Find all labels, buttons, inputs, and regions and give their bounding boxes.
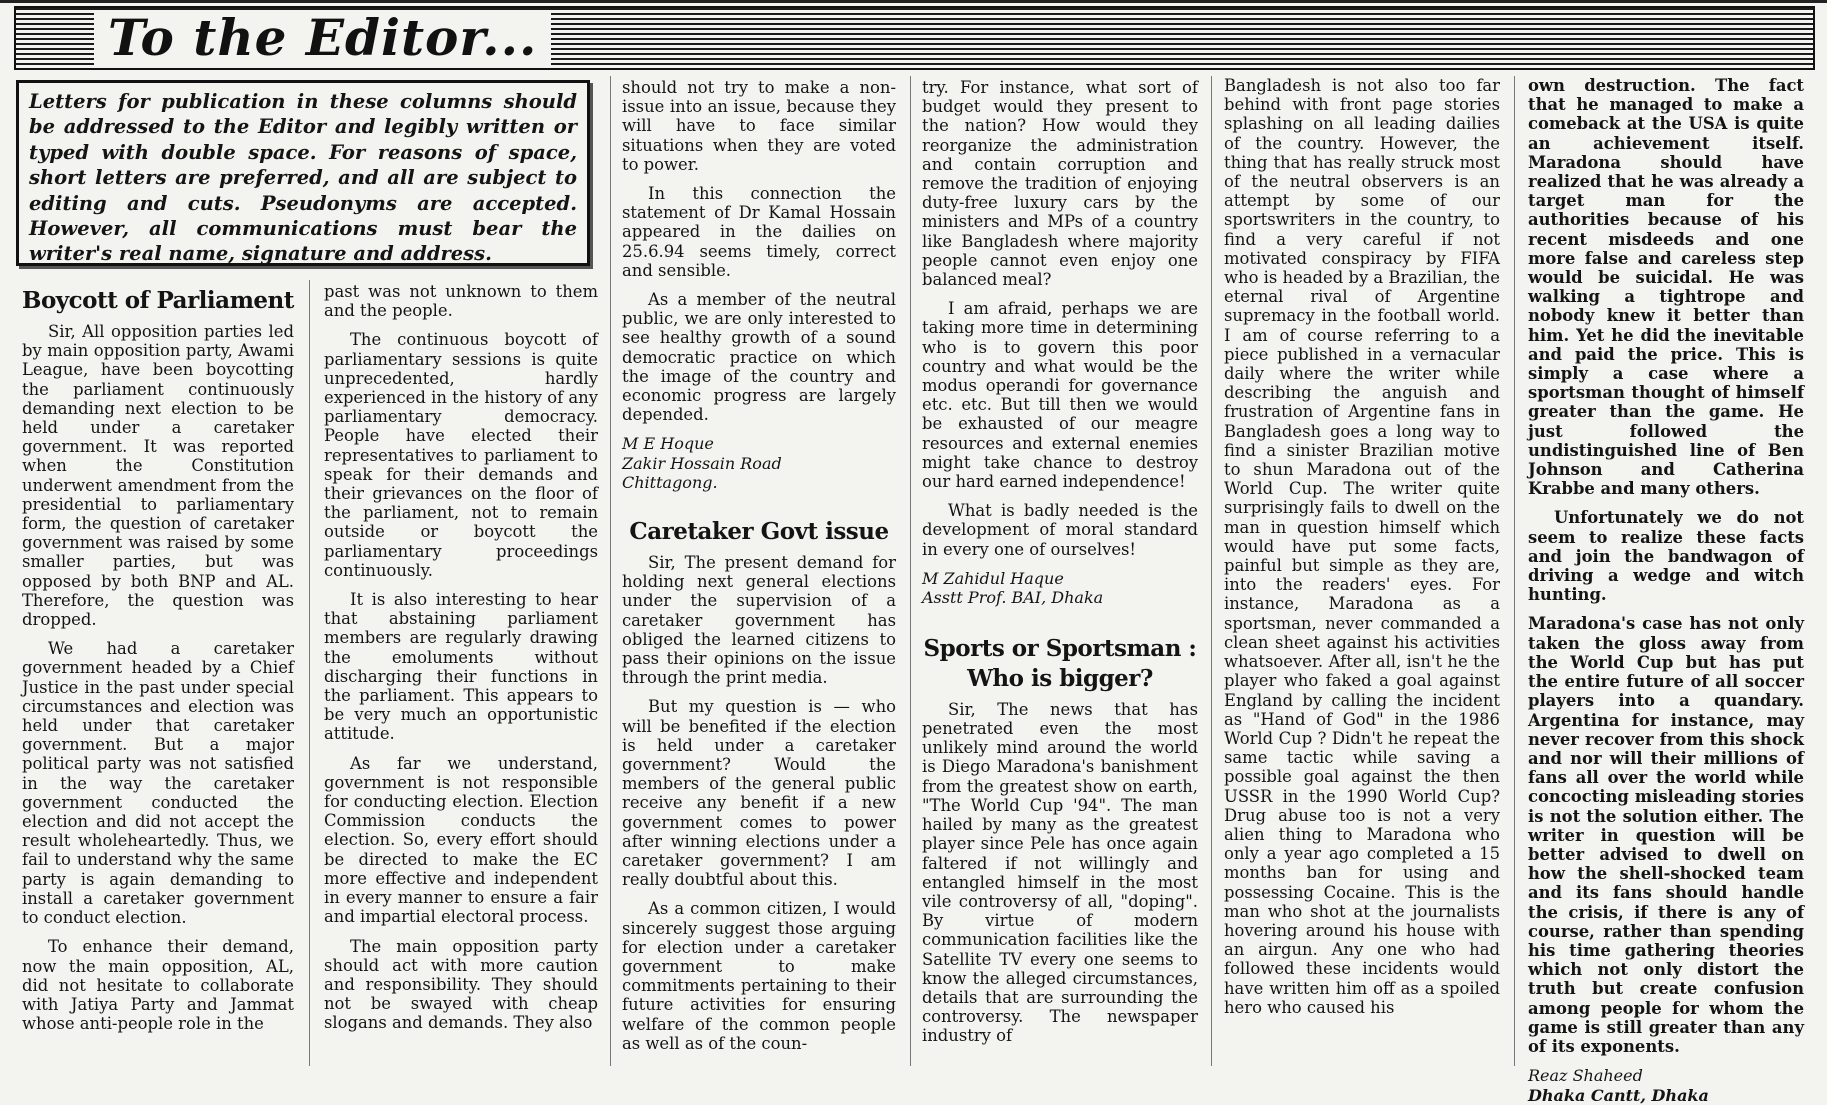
letter-paragraph: We had a caretaker government headed by a Chief Justice in the past under special circumstances and election was held under that caretaker government. But a major political party was not satisfied in the way the caretaker government conducted the election and did not accept the result wholeheartedly. Thus, we fail to understand why the same party is again demanding to install a caretaker government to conduct election. bbox=[22, 639, 294, 928]
letter-paragraph: Sir, The present demand for holding next general elections under the supervision of a caretaker government has obliged the learned citizens to pass their opinions on the issue through the print media. bbox=[622, 552, 896, 688]
letter-paragraph: Bangladesh is not also too far behind with front page stories splashing on all leading dailies of the country. However, the thing that has really struck most of the neutral observers is an attempt by some of our sportswriters in the country, to find a very careful if not motivated conspiracy by FIFA who is headed by a Brazilian, the eternal rival of Argentine supremacy in the football world. I am of course referring to a piece published in a vernacular daily where the writer while describing the anguish and frustration of Argentine fans in Bangladesh goes a long way to find a sinister Brazilian motive to shun Maradona out of the World Cup. The writer quite surprisingly fails to dwell on the man in question himself which would have put some facts, painful but simple as they are, into the readers' eyes. For instance, Maradona as a sportsman, never commanded a clean sheet against his activities whatsoever. After all, isn't he the player who faked a goal against England by calling the incident as "Hand of God" in the 1986 World Cup ? Didn't he repeat the same tactic while saving a possible goal against the then USSR in the 1990 World Cup? Drug abuse too is not a very alien thing to Maradona who only a year ago completed a 15 months ban for using and possessing Cocaine. This is the man who shot at the journalists hovering around his house with an airgun. Any one who had followed these incidents would have written him off as a spoiled hero who caused his bbox=[1224, 76, 1500, 1017]
letter-paragraph: What is badly needed is the development of moral standard in every one of ourselves! bbox=[922, 501, 1198, 559]
column-4 bbox=[922, 78, 1198, 1066]
editorial-notice-box: Letters for publication in these columns should be addressed to the Editor and legibly written or typed with double space. For reasons of space, short letters are preferred, and all are subject to editing and cuts. Pseudonyms are accepted. However, all communications must bear the writer's real name, signature and address. bbox=[16, 80, 590, 266]
letter-paragraph: Unfortunately we do not seem to realize these facts and join the bandwagon of driving a wedge and witch hunting. bbox=[1528, 508, 1804, 605]
letter-paragraph: But my question is — who will be benefited if the election is held under a caretaker government? Would the members of the general public receive any benefit if a new government comes to power after winning elections under a caretaker government? I am really doubtful about this. bbox=[622, 697, 896, 890]
column-rule bbox=[610, 76, 611, 1066]
section-title: To the Editor... bbox=[94, 11, 551, 65]
signature-title: Asstt Prof. BAI, Dhaka bbox=[922, 588, 1104, 608]
column-5 bbox=[1224, 76, 1500, 1066]
column-3 bbox=[622, 78, 896, 1066]
letter-paragraph: As a common citizen, I would sincerely suggest those arguing for election under a caretaker government to make commitments pertaining to their future activities for ensuring welfare of the common people as well as of the coun- bbox=[622, 899, 896, 1053]
signature-name: Reaz Shaheed bbox=[1528, 1066, 1643, 1086]
letter-paragraph: To enhance their demand, now the main opposition, AL, did not hesitate to collaborate with Jatiya Party and Jammat whose anti-people role in the bbox=[22, 937, 294, 1034]
column-rule bbox=[1514, 76, 1515, 1066]
letter-paragraph: should not try to make a non-issue into an issue, because they will have to face similar situations when they are voted to power. bbox=[622, 78, 896, 174]
letter-paragraph: Sir, All opposition parties led by main opposition party, Awami League, have been boycotting the parliament continuously demanding next election to be held under a caretaker government. It was reported when the Constitution underwent amendment from the presidential to parliamentary form, the question of caretaker government was raised by some smaller parties, but was opposed by both BNP and AL. Therefore, the question was dropped. bbox=[22, 322, 294, 630]
column-1 bbox=[22, 286, 294, 1066]
letter-paragraph: try. For instance, what sort of budget would they present to the nation? How would they reorganize the administration and contain corruption and remove the tradition of enjoying duty-free luxury cars by the ministers and MPs of a country like Bangladesh where majority people cannot even enjoy one balanced meal? bbox=[922, 78, 1198, 290]
letter-paragraph: As far we understand, government is not responsible for conducting election. Election Commission conducts the election. So, every effort should be directed to make the EC more effective and independent in every manner to ensure a fair and impartial electoral process. bbox=[324, 753, 598, 927]
letter-paragraph: own destruction. The fact that he managed to make a comeback at the USA is quite an achievement itself. Maradona should have realized that he was already a target man for the authorities because of his recent misdeeds and one more false and careless step would be suicidal. He was walking a tightrope and nobody knew it better than him. Yet he did the inevitable and paid the price. This is simply a case where a sportsman thought of himself greater than the game. He just followed the undistinguished line of Ben Johnson and Catherina Krabbe and many others. bbox=[1528, 76, 1804, 499]
letter-heading-boycott: Boycott of Parliament bbox=[22, 287, 294, 314]
signature-address: Zakir Hossain Road bbox=[622, 453, 782, 473]
letter-paragraph: I am afraid, perhaps we are taking more time in determining who is to govern this poor country and what would be the modus operandi for governance etc. etc. But till then we would be exhausted of our meagre resources and external enemies might take chance to destroy our hard earned independence! bbox=[922, 299, 1198, 492]
column-rule bbox=[309, 280, 310, 1066]
letter-paragraph: The continuous boycott of parliamentary sessions is quite unprecedented, hardly experienced in the history of any parliamentary democracy. People have elected their representatives to parliament to speak for their demands and their grievances on the floor of the parliament, not to remain outside or boycott the parliamentary proceedings continuously. bbox=[324, 330, 598, 580]
column-2 bbox=[324, 282, 598, 1066]
signature-name: M Zahidul Haque bbox=[922, 568, 1064, 588]
letter-paragraph: In this connection the statement of Dr Kamal Hossain appeared in the dailies on 25.6.94 seems timely, correct and sensible. bbox=[622, 184, 896, 280]
letter-paragraph: The main opposition party should act with more caution and responsibility. They should not be swayed with cheap slogans and demands. They also bbox=[324, 936, 598, 1033]
top-rule bbox=[0, 0, 1827, 3]
section-masthead bbox=[14, 6, 1815, 70]
column-rule bbox=[910, 76, 911, 1066]
signature-address: Dhaka Cantt, Dhaka bbox=[1528, 1085, 1709, 1105]
letter-heading-caretaker: Caretaker Govt issue bbox=[629, 517, 889, 545]
letter-paragraph: As a member of the neutral public, we are only interested to see healthy growth of a sound democratic practice on which the image of the country and economic progress are largely depended. bbox=[622, 290, 896, 425]
column-6 bbox=[1528, 76, 1804, 1105]
signature-name: M E Hoque bbox=[622, 434, 714, 454]
signature-city: Chittagong. bbox=[622, 473, 718, 493]
letter-paragraph: past was not unknown to them and the people. bbox=[324, 282, 598, 321]
column-rule bbox=[1211, 76, 1212, 1066]
letter-paragraph: Maradona's case has not only taken the gloss away from the World Cup but has put the entire future of all soccer players into a quandary. Argentina for instance, may never recover from this shock and nor will their millions of fans all over the world while concocting misleading stories is not the solution either. The writer in question will be better advised to dwell on how the shell-shocked team and its fans should handle the crisis, if there is any of course, rather than spending his time gathering theories which not only distort the truth but create confusion among people for whom the game is still greater than any of its exponents. bbox=[1528, 614, 1804, 1056]
letter-paragraph: Sir, The news that has penetrated even the most unlikely mind around the world is Diego Maradona's banishment from the greatest show on earth, "The World Cup '94". The man hailed by many as the greatest player since Pele has once again faltered if not willingly and entangled himself in the most vile controversy of all, "doping". By virtue of modern communication facilities like the Satellite TV every one seems to know the alleged circumstances, details that are surrounding the controversy. The newspaper industry of bbox=[922, 699, 1198, 1046]
letter-paragraph: It is also interesting to hear that abstaining parliament members are regularly drawing the emoluments without discharging their functions in the parliament. This appears to be very much an opportunistic attitude. bbox=[324, 590, 598, 744]
letter-heading-sports: Sports or Sportsman : Who is bigger? bbox=[923, 634, 1197, 692]
